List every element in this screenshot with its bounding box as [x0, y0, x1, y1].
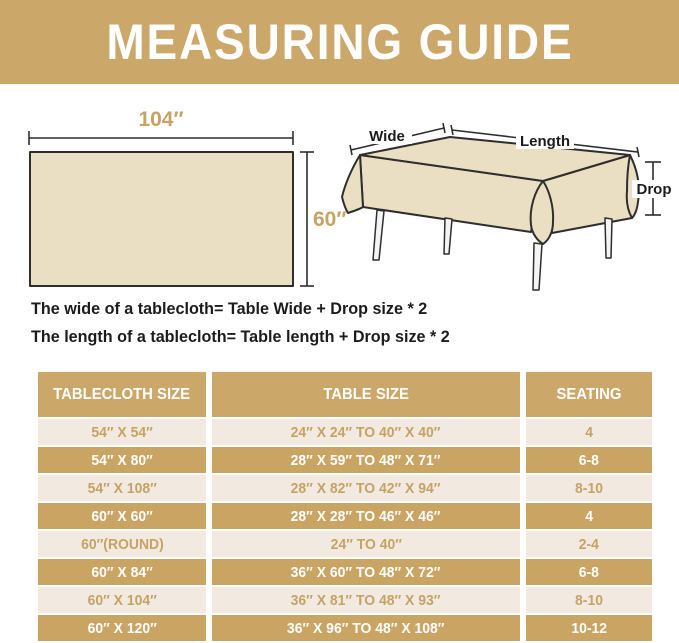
table-row: [38, 447, 652, 473]
cell-seating: 8-10: [526, 475, 652, 501]
cell-tablecloth-size: 60″(ROUND): [38, 531, 206, 557]
cell-seating: 10-12: [526, 615, 652, 641]
size-chart-header: [38, 372, 652, 417]
cell-tablecloth-size: 54″ X 54″: [38, 419, 206, 445]
size-chart: [38, 372, 652, 641]
table-leg: [533, 243, 542, 290]
length-label: Length: [520, 133, 570, 150]
table-row: [38, 419, 652, 445]
wide-label: Wide: [369, 128, 405, 145]
cell-table-size: 28″ X 82″ TO 42″ X 94″: [212, 475, 520, 501]
cell-tablecloth-size: 60″ X 120″: [38, 615, 206, 641]
cell-seating: 4: [526, 419, 652, 445]
table-leg: [444, 218, 452, 254]
column-header-seating: SEATING: [526, 372, 652, 417]
cell-tablecloth-size: 60″ X 84″: [38, 559, 206, 585]
measuring-diagram: [0, 84, 679, 296]
length-formula: The length of a tablecloth= Table length + Drop size * 2: [31, 327, 450, 346]
cell-table-size: 36″ X 60″ TO 48″ X 72″: [212, 559, 520, 585]
title-banner: [0, 0, 679, 84]
cell-seating: 2-4: [526, 531, 652, 557]
table-leg: [605, 218, 612, 258]
column-header-table-size: TABLE SIZE: [212, 372, 520, 417]
cell-table-size: 24″ X 24″ TO 40″ X 40″: [212, 419, 520, 445]
cell-seating: 6-8: [526, 447, 652, 473]
table-row: [38, 559, 652, 585]
table-leg: [373, 210, 384, 260]
cloth-left-drape: [342, 155, 363, 213]
cell-table-size: 28″ X 59″ TO 48″ X 71″: [212, 447, 520, 473]
cell-table-size: 36″ X 81″ TO 48″ X 93″: [212, 587, 520, 613]
cell-tablecloth-size: 54″ X 80″: [38, 447, 206, 473]
wide-formula: The wide of a tablecloth= Table Wide + Drop size * 2: [31, 299, 428, 318]
cell-table-size: 36″ X 96″ TO 48″ X 108″: [212, 615, 520, 641]
table-row: [38, 503, 652, 529]
width-measure-line: [29, 131, 293, 145]
cell-tablecloth-size: 60″ X 104″: [38, 587, 206, 613]
page-title: MEASURING GUIDE: [105, 14, 574, 70]
width-dimension-label: 104″: [138, 108, 184, 131]
cell-tablecloth-size: 60″ X 60″: [38, 503, 206, 529]
flat-tablecloth-diagram: [29, 108, 346, 286]
table-row: [38, 531, 652, 557]
table-row: [38, 587, 652, 613]
column-header-tablecloth-size: TABLECLOTH SIZE: [38, 372, 206, 417]
flat-tablecloth-rect: [30, 152, 293, 286]
cell-table-size: 24″ TO 40″: [212, 531, 520, 557]
cell-seating: 6-8: [526, 559, 652, 585]
cell-seating: 8-10: [526, 587, 652, 613]
table-row: [38, 475, 652, 501]
cell-seating: 4: [526, 503, 652, 529]
height-measure-line: [300, 152, 314, 286]
height-dimension-label: 60″: [313, 208, 347, 231]
table-row: [38, 615, 652, 641]
tablecloth-on-table-illustration: [342, 123, 676, 290]
drop-label: Drop: [636, 181, 672, 198]
cell-tablecloth-size: 54″ X 108″: [38, 475, 206, 501]
cell-table-size: 28″ X 28″ TO 46″ X 46″: [212, 503, 520, 529]
